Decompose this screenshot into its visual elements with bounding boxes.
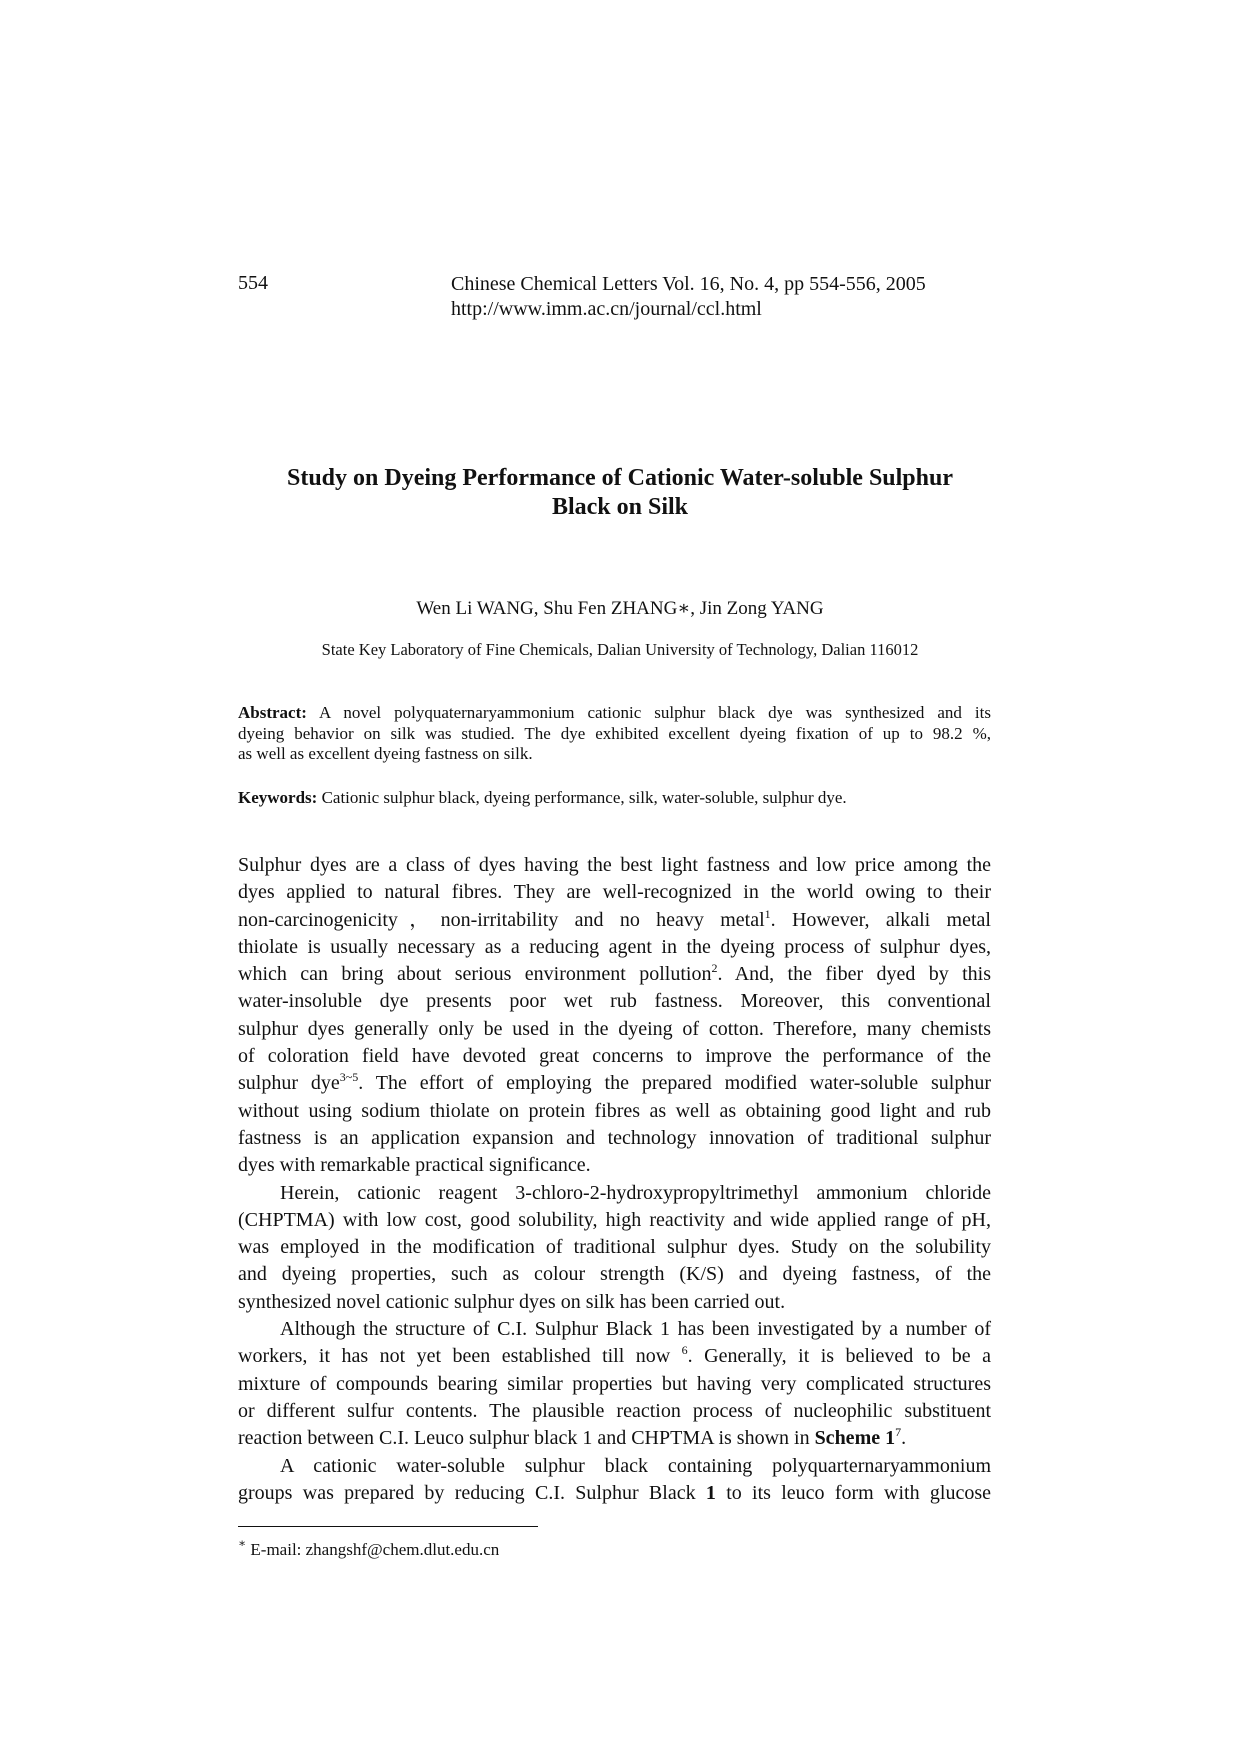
text-line xyxy=(238,1043,991,1070)
text-line xyxy=(238,1453,991,1480)
text-segment: sulphur dye xyxy=(238,1072,340,1095)
abstract-line xyxy=(238,724,991,745)
paragraph xyxy=(238,1180,991,1316)
affiliation: State Key Laboratory of Fine Chemicals, Dalian University of Technology, Dalian 116012 xyxy=(321,640,919,659)
text-segment: to its leuco form with glucose xyxy=(715,1481,991,1504)
text-line xyxy=(238,1070,991,1097)
text-segment: sulphur dyes generally only be used in the dyeing of cotton. Therefore, many chemists xyxy=(238,1017,991,1040)
text-segment: mixture of compounds bearing similar properties but having very complicated structures xyxy=(238,1372,991,1395)
text-segment: which can bring about serious environment pollution xyxy=(238,963,712,986)
abstract-line xyxy=(238,703,991,724)
bold-reference: Scheme 1 xyxy=(814,1427,896,1450)
abstract xyxy=(238,703,991,765)
text-segment: . Generally, it is believed to be a xyxy=(687,1345,991,1368)
text-line xyxy=(238,1261,991,1288)
text-segment: workers, it has not yet been established till now xyxy=(238,1345,682,1368)
text-line xyxy=(238,1180,991,1207)
text-segment: Sulphur dyes are a class of dyes having the best light fastness and low price among the xyxy=(238,854,991,876)
text-line xyxy=(238,1098,991,1125)
title-line-2: Black on Silk xyxy=(551,494,689,520)
text-segment: Although the structure of C.I. Sulphur Black 1 has been investigated by a number of xyxy=(280,1318,991,1341)
text-segment: . However, alkali metal xyxy=(770,908,991,931)
keywords xyxy=(238,788,991,808)
abstract-label: Abstract: xyxy=(238,703,307,722)
text-segment: fastness is an application expansion and technology innovation of traditional sulphur xyxy=(238,1126,991,1149)
footnote-divider xyxy=(238,1526,538,1527)
footnote xyxy=(238,1536,500,1560)
text-line xyxy=(238,1343,991,1370)
keywords-text: Cationic sulphur black, dyeing performance, silk, water-soluble, sulphur dye. xyxy=(317,788,847,807)
text-line xyxy=(238,907,991,934)
text-line xyxy=(238,1234,991,1261)
authors: Wen Li WANG, Shu Fen ZHANG∗, Jin Zong YANG xyxy=(416,598,824,619)
text-line xyxy=(238,852,991,879)
text-segment: thiolate is usually necessary as a reducing agent in the dyeing process of sulphur dyes, xyxy=(238,935,991,958)
text-segment: and dyeing properties, such as colour strength (K/S) and dyeing fastness, of the xyxy=(238,1263,991,1286)
text-line xyxy=(238,1152,991,1179)
paper-title xyxy=(200,464,1040,522)
footnote-email: E-mail: zhangshf@chem.dlut.edu.cn xyxy=(246,1540,500,1559)
text-segment: reaction between C.I. Leuco sulphur black 1 and CHPTMA is shown in xyxy=(238,1427,815,1450)
page-number: 554 xyxy=(238,272,268,294)
text-line xyxy=(238,988,991,1015)
text-segment: groups was prepared by reducing C.I. Sulphur Black xyxy=(238,1481,706,1504)
text-line xyxy=(238,1016,991,1043)
text-segment: (CHPTMA) with low cost, good solubility, high reactivity and wide applied range of pH, xyxy=(238,1208,991,1231)
text-segment: . And, the fiber dyed by this xyxy=(717,963,991,986)
text-segment: dyes with remarkable practical significance. xyxy=(238,1154,591,1177)
citation-superscript: 2 xyxy=(711,961,718,976)
body-text xyxy=(238,852,991,1507)
text-segment: . The effort of employing the prepared modified water-soluble sulphur xyxy=(358,1072,992,1095)
journal-url: http://www.imm.ac.cn/journal/ccl.html xyxy=(451,298,762,320)
paragraph xyxy=(238,1316,991,1452)
text-line xyxy=(238,1480,991,1507)
text-segment: synthesized novel cationic sulphur dyes on silk has been carried out. xyxy=(238,1290,786,1313)
text-line xyxy=(238,1425,991,1452)
text-segment: non-carcinogenicity，non-irritability and no heavy metal xyxy=(238,908,765,931)
keywords-label: Keywords: xyxy=(238,788,318,807)
title-line-1: Study on Dyeing Performance of Cationic Water-soluble Sulphur xyxy=(286,465,953,491)
text-segment: dyes applied to natural fibres. They are well-recognized in the world owing to their xyxy=(238,881,991,904)
bold-reference: 1 xyxy=(705,1481,716,1504)
citation-superscript: 7 xyxy=(895,1425,902,1440)
text-line xyxy=(238,1207,991,1234)
citation-superscript: 3~5 xyxy=(339,1070,359,1085)
text-segment: of coloration field have devoted great concerns to improve the performance of the xyxy=(238,1045,991,1068)
text-segment: water-insoluble dye presents poor wet rub fastness. Moreover, this conventional xyxy=(238,990,991,1013)
text-line xyxy=(238,1398,991,1425)
text-segment: A cationic water-soluble sulphur black containing polyquarternaryammonium xyxy=(280,1454,991,1477)
paragraph xyxy=(238,852,991,1180)
paragraph xyxy=(238,1453,991,1508)
footnote-mark: ∗ xyxy=(238,1536,247,1550)
text-segment: without using sodium thiolate on protein fibres as well as obtaining good light and rub xyxy=(238,1099,991,1122)
text-line xyxy=(238,1371,991,1398)
journal-header xyxy=(451,272,926,322)
text-segment: was employed in the modification of traditional sulphur dyes. Study on the solubility xyxy=(238,1236,991,1259)
abstract-text: dyeing behavior on silk was studied. The dye exhibited excellent dyeing fixation of up to 98.2 %, xyxy=(238,723,991,743)
text-line xyxy=(238,1289,991,1316)
citation-superscript: 1 xyxy=(764,906,771,921)
text-segment: . xyxy=(901,1427,907,1450)
text-segment: Herein, cationic reagent 3-chloro-2-hydroxypropyltrimethyl ammonium chloride xyxy=(280,1181,991,1204)
citation-superscript: 6 xyxy=(681,1343,688,1358)
abstract-text: A novel polyquaternaryammonium cationic sulphur black dye was synthesized and its xyxy=(306,703,991,722)
text-line xyxy=(238,1125,991,1152)
abstract-line xyxy=(238,744,991,765)
text-line xyxy=(238,961,991,988)
text-line xyxy=(238,879,991,906)
text-segment: or different sulfur contents. The plausible reaction process of nucleophilic substituent xyxy=(238,1399,991,1422)
text-line xyxy=(238,1316,991,1343)
abstract-text: as well as excellent dyeing fastness on silk. xyxy=(238,744,533,763)
journal-citation: Chinese Chemical Letters Vol. 16, No. 4, pp 554-556, 2005 xyxy=(451,273,926,295)
text-line xyxy=(238,934,991,961)
